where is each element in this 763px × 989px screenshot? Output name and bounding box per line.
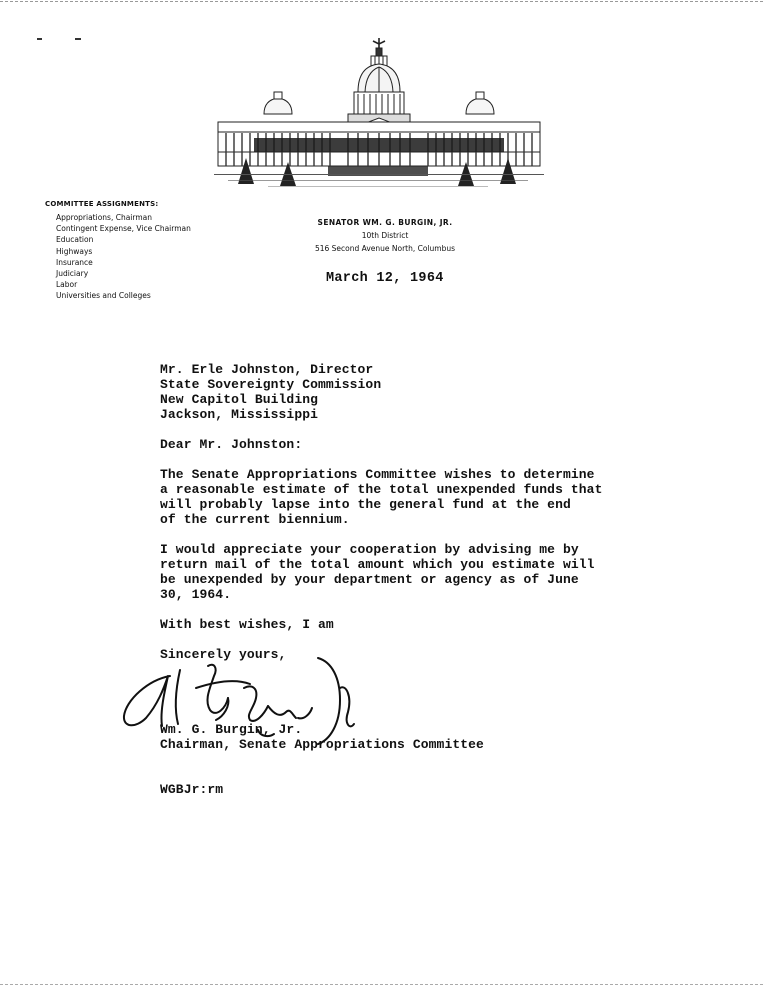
scan-speck (75, 38, 81, 40)
senator-district: 10th District (361, 231, 409, 240)
salutation: Dear Mr. Johnston: (160, 437, 303, 452)
recipient-line: Jackson, Mississippi (160, 407, 319, 422)
senator-name: SENATOR WM. G. BURGIN, JR. (317, 218, 453, 227)
closing-line: With best wishes, I am (160, 617, 334, 632)
committee-item: Judiciary (56, 269, 89, 279)
scan-edge-bottom (0, 984, 763, 985)
paragraph-1-line: will probably lapse into the general fund at the end (160, 497, 571, 512)
capitol-building-icon (208, 34, 550, 198)
committee-list (56, 212, 191, 302)
committee-item: Appropriations, Chairman (56, 213, 153, 222)
signer-name: Wm. G. Burgin, Jr. (160, 722, 303, 737)
committee-item: Labor (56, 280, 78, 290)
valediction: Sincerely yours, (160, 647, 287, 662)
senator-address: 516 Second Avenue North, Columbus (314, 244, 456, 253)
scan-speck (37, 38, 42, 40)
paragraph-2-line: be unexpended by your department or agency as of June (160, 572, 579, 587)
recipient-line: New Capitol Building (160, 392, 319, 407)
committee-item: Education (56, 235, 94, 245)
paragraph-2-line: 30, 1964. (160, 587, 232, 602)
letter-date: March 12, 1964 (326, 271, 444, 286)
reference-initials: WGBJr:rm (160, 782, 224, 797)
recipient-line: State Sovereignty Commission (160, 377, 382, 392)
recipient-line: Mr. Erle Johnston, Director (160, 362, 374, 377)
paragraph-1-line: of the current biennium. (160, 512, 350, 527)
committee-item: Insurance (56, 257, 93, 267)
committee-item: Contingent Expense, Vice Chairman (56, 224, 191, 234)
committee-assignments-heading: COMMITTEE ASSIGNMENTS: (45, 200, 159, 208)
paragraph-2-line: return mail of the total amount which you estimate will (160, 557, 595, 572)
committee-item: Highways (56, 246, 93, 256)
senator-block (285, 216, 485, 255)
paragraph-1-line: The Senate Appropriations Committee wishes to determine (160, 467, 595, 482)
scan-edge-top (0, 1, 763, 2)
paragraph-2-line: I would appreciate your cooperation by advising me by (160, 542, 579, 557)
signer-title: Chairman, Senate Appropriations Committee (160, 737, 484, 752)
paragraph-1-line: a reasonable estimate of the total unexpended funds that (160, 482, 603, 497)
committee-item: Universities and Colleges (56, 291, 151, 301)
